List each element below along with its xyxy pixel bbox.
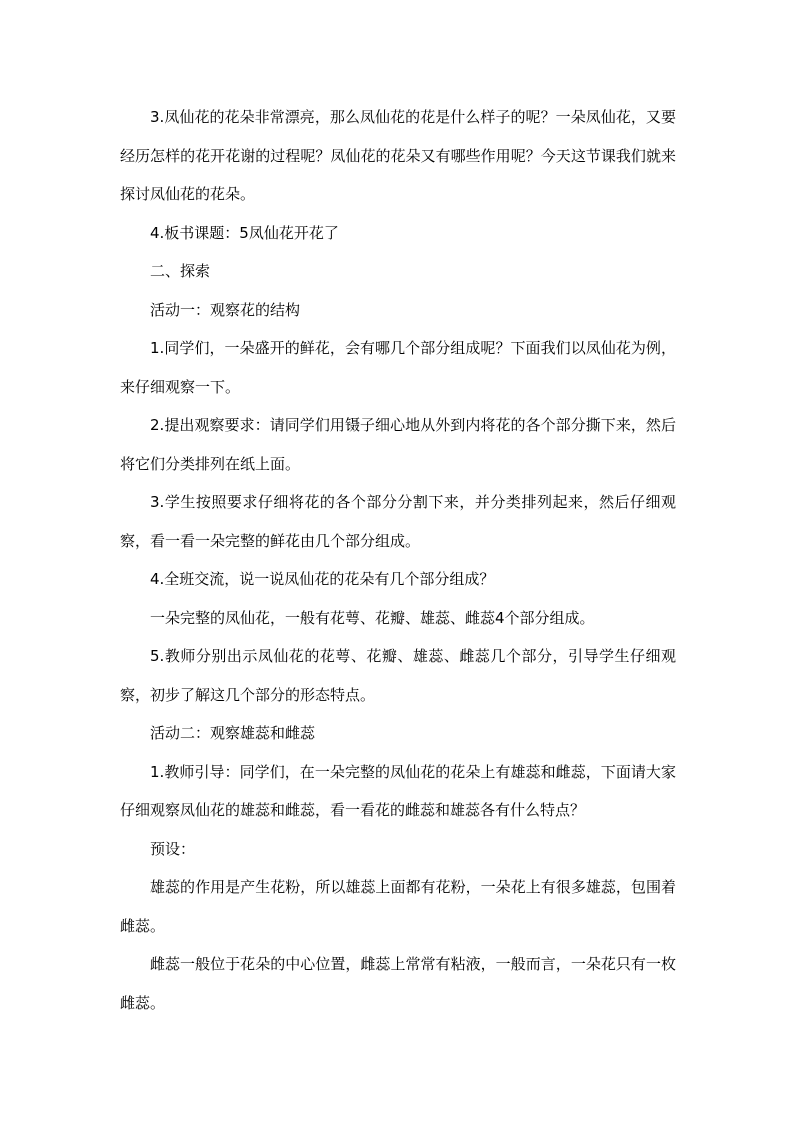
section-heading-explore: 二、探索 [150, 262, 211, 280]
paragraph-board-title: 4.板书课题：5凤仙花开花了 [150, 223, 339, 242]
paragraph-intro-question: 3.凤仙花的花朵非常漂亮，那么凤仙花的花是什么样子的呢？一朵凤仙花，又要经历怎样的花开花谢的过程呢？凤仙花的花朵又有哪些作用呢？今天这节课我们就来探讨凤仙花的花朵。 [120, 108, 676, 203]
paragraph-step-2: 2.提出观察要求：请同学们用镊子细心地从外到内将花的各个部分撕下来，然后将它们分类排列在纸上面。 [120, 416, 676, 473]
activity-heading-1: 活动一：观察花的结构 [150, 300, 301, 319]
paragraph-preset-label: 预设： [150, 839, 196, 858]
paragraph-pistil: 雌蕊一般位于花朵的中心位置，雌蕊上常常有粘液，一般而言，一朵花只有一枚雌蕊。 [120, 955, 676, 1012]
document-body [120, 98, 676, 1022]
paragraph-step-4: 4.全班交流，说一说凤仙花的花朵有几个部分组成？ [150, 570, 495, 588]
paragraph-teacher-guide: 1.教师引导：同学们，在一朵完整的凤仙花的花朵上有雄蕊和雌蕊，下面请大家仔细观察凤仙花的雄蕊和雌蕊，看一看花的雌蕊和雄蕊各有什么特点？ [120, 762, 676, 819]
paragraph-answer-parts: 一朵完整的凤仙花，一般有花萼、花瓣、雄蕊、雌蕊4个部分组成。 [150, 608, 595, 627]
paragraph-step-1: 1.同学们，一朵盛开的鲜花，会有哪几个部分组成呢？下面我们以凤仙花为例，来仔细观察一下。 [120, 339, 676, 396]
paragraph-step-3: 3.学生按照要求仔细将花的各个部分分割下来，并分类排列起来，然后仔细观察，看一看一朵完整的鲜花由几个部分组成。 [120, 493, 676, 550]
paragraph-stamen: 雄蕊的作用是产生花粉，所以雄蕊上面都有花粉，一朵花上有很多雄蕊，包围着雌蕊。 [120, 878, 676, 935]
activity-heading-2: 活动二：观察雄蕊和雌蕊 [150, 724, 316, 742]
paragraph-step-5: 5.教师分别出示凤仙花的花萼、花瓣、雄蕊、雌蕊几个部分，引导学生仔细观察，初步了解这几个部分的形态特点。 [120, 647, 676, 704]
